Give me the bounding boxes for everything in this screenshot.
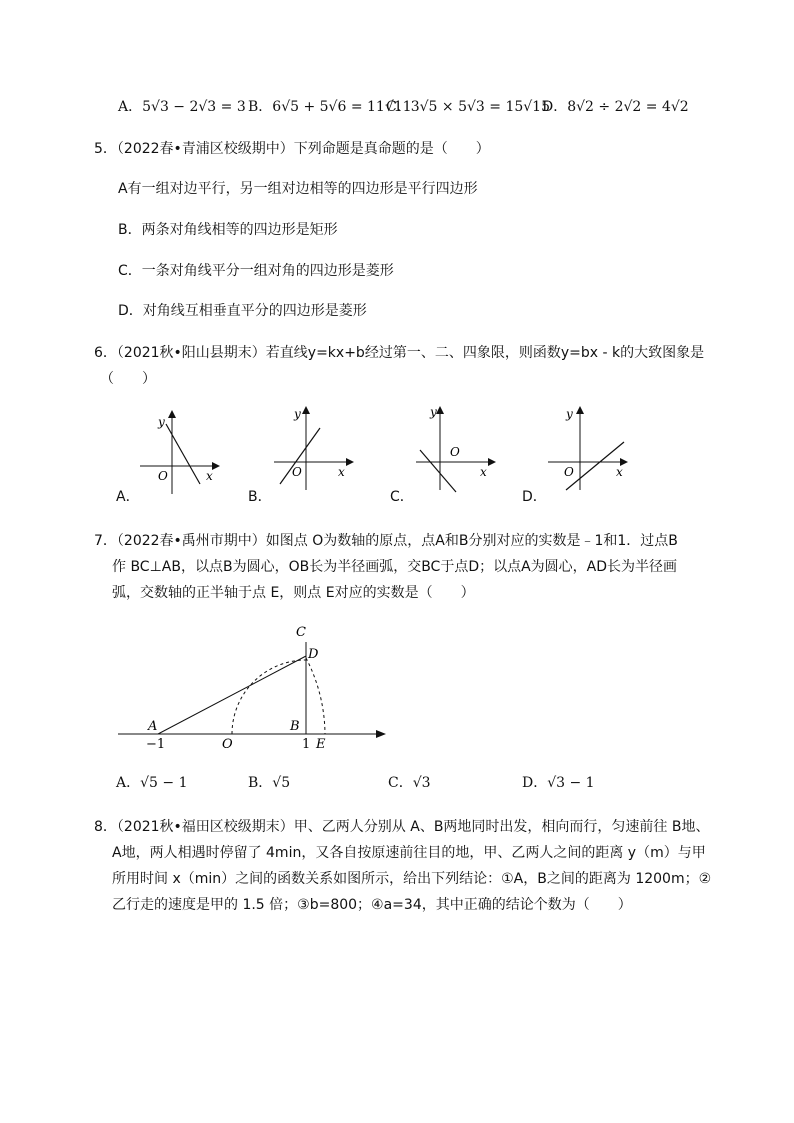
q6-graph-c-origin: O	[450, 445, 460, 459]
q4-option-d: D．8√2 ÷ 2√2 = 4√2	[542, 99, 689, 115]
q6-label-b: B．	[248, 489, 272, 505]
q7-label-o: O	[222, 737, 233, 752]
q7-stem-line1: 7．（2022春•禹州市期中）如图点 O为数轴的原点，点A和B分别对应的实数是﹣1和1．过点B	[94, 533, 678, 549]
q6-graph-b	[270, 404, 360, 494]
q7-label-minus-one: −1	[146, 737, 166, 752]
q8-stem-line2: A地，两人相遇时停留了 4min，又各自按原速前往目的地，甲、乙两人之间的距离 y（m）与甲	[112, 845, 706, 861]
q5-option-c: C．一条对角线平分一组对角的四边形是菱形	[118, 263, 394, 279]
q7-stem-line3: 弧，交数轴的正半轴于点 E，则点 E对应的实数是（ ）	[112, 585, 475, 601]
q6-graph-d-origin: O	[564, 465, 574, 479]
q6-graph-d-x-label: x	[616, 465, 623, 479]
q5-stem: 5．（2022春•青浦区校级期中）下列命题是真命题的是（ ）	[94, 141, 490, 157]
q6-graph-b-x-label: x	[338, 465, 345, 479]
q5-option-b: B．两条对角线相等的四边形是矩形	[118, 222, 338, 238]
q7-stem-line2: 作 BC⊥AB，以点B为圆心，OB长为半径画弧，交BC于点D；以点A为圆心，AD长为半径画	[112, 559, 678, 575]
q7-option-d: D．√3 − 1	[522, 775, 595, 791]
q4-option-a: A．5√3 − 2√3 = 3	[118, 99, 246, 115]
q7-option-b: B．√5	[248, 775, 291, 791]
q6-graph-c-y-label: y	[430, 405, 437, 419]
q6-graph-d	[544, 404, 634, 494]
q6-graph-c	[412, 404, 502, 494]
q7-label-e: E	[316, 737, 326, 752]
q7-option-c: C．√3	[388, 775, 431, 791]
q6-graph-a-y-label: y	[158, 415, 165, 429]
q6-label-d: D．	[522, 489, 547, 505]
q6-graph-a-origin: O	[158, 469, 168, 483]
q8-stem-line3: 所用时间 x（min）之间的函数关系如图所示，给出下列结论：①A，B之间的距离为 1200m；②	[112, 871, 712, 887]
q6-label-c: C．	[390, 489, 414, 505]
q6-graph-a-x-label: x	[206, 469, 213, 483]
q6-graph-a	[136, 408, 226, 498]
q7-number-line-figure	[110, 620, 400, 760]
q4-option-b: B．6√5 + 5√6 = 11√11	[248, 99, 412, 115]
q6-graph-d-y-label: y	[566, 407, 573, 421]
q6-stem-line2: （ ）	[100, 371, 156, 387]
q7-label-b: B	[290, 719, 300, 734]
q6-stem-line1: 6．（2021秋•阳山县期末）若直线y=kx+b经过第一、二、四象限，则函数y=bx - k的大致图象是	[94, 345, 705, 361]
q8-stem-line4: 乙行走的速度是甲的 1.5 倍；③b=800；④a=34，其中正确的结论个数为（ ）	[112, 897, 632, 913]
q6-graph-b-origin: O	[292, 465, 302, 479]
q7-label-c: C	[296, 625, 306, 640]
q8-stem-line1: 8．（2021秋•福田区校级期末）甲、乙两人分别从 A、B两地同时出发，相向而行，匀速前往 B地、	[94, 819, 710, 835]
q4-option-c: C．3√5 × 5√3 = 15√15	[386, 99, 550, 115]
q7-label-d: D	[308, 647, 319, 662]
q5-option-d: D．对角线互相垂直平分的四边形是菱形	[118, 303, 367, 319]
q6-label-a: A．	[116, 489, 140, 505]
q5-option-a: A有一组对边平行，另一组对边相等的四边形是平行四边形	[118, 181, 478, 197]
q7-label-one: 1	[302, 737, 311, 752]
q7-label-a: A	[148, 719, 158, 734]
q6-graph-c-x-label: x	[480, 465, 487, 479]
q6-graph-b-y-label: y	[294, 407, 301, 421]
q7-option-a: A．√5 − 1	[116, 775, 188, 791]
